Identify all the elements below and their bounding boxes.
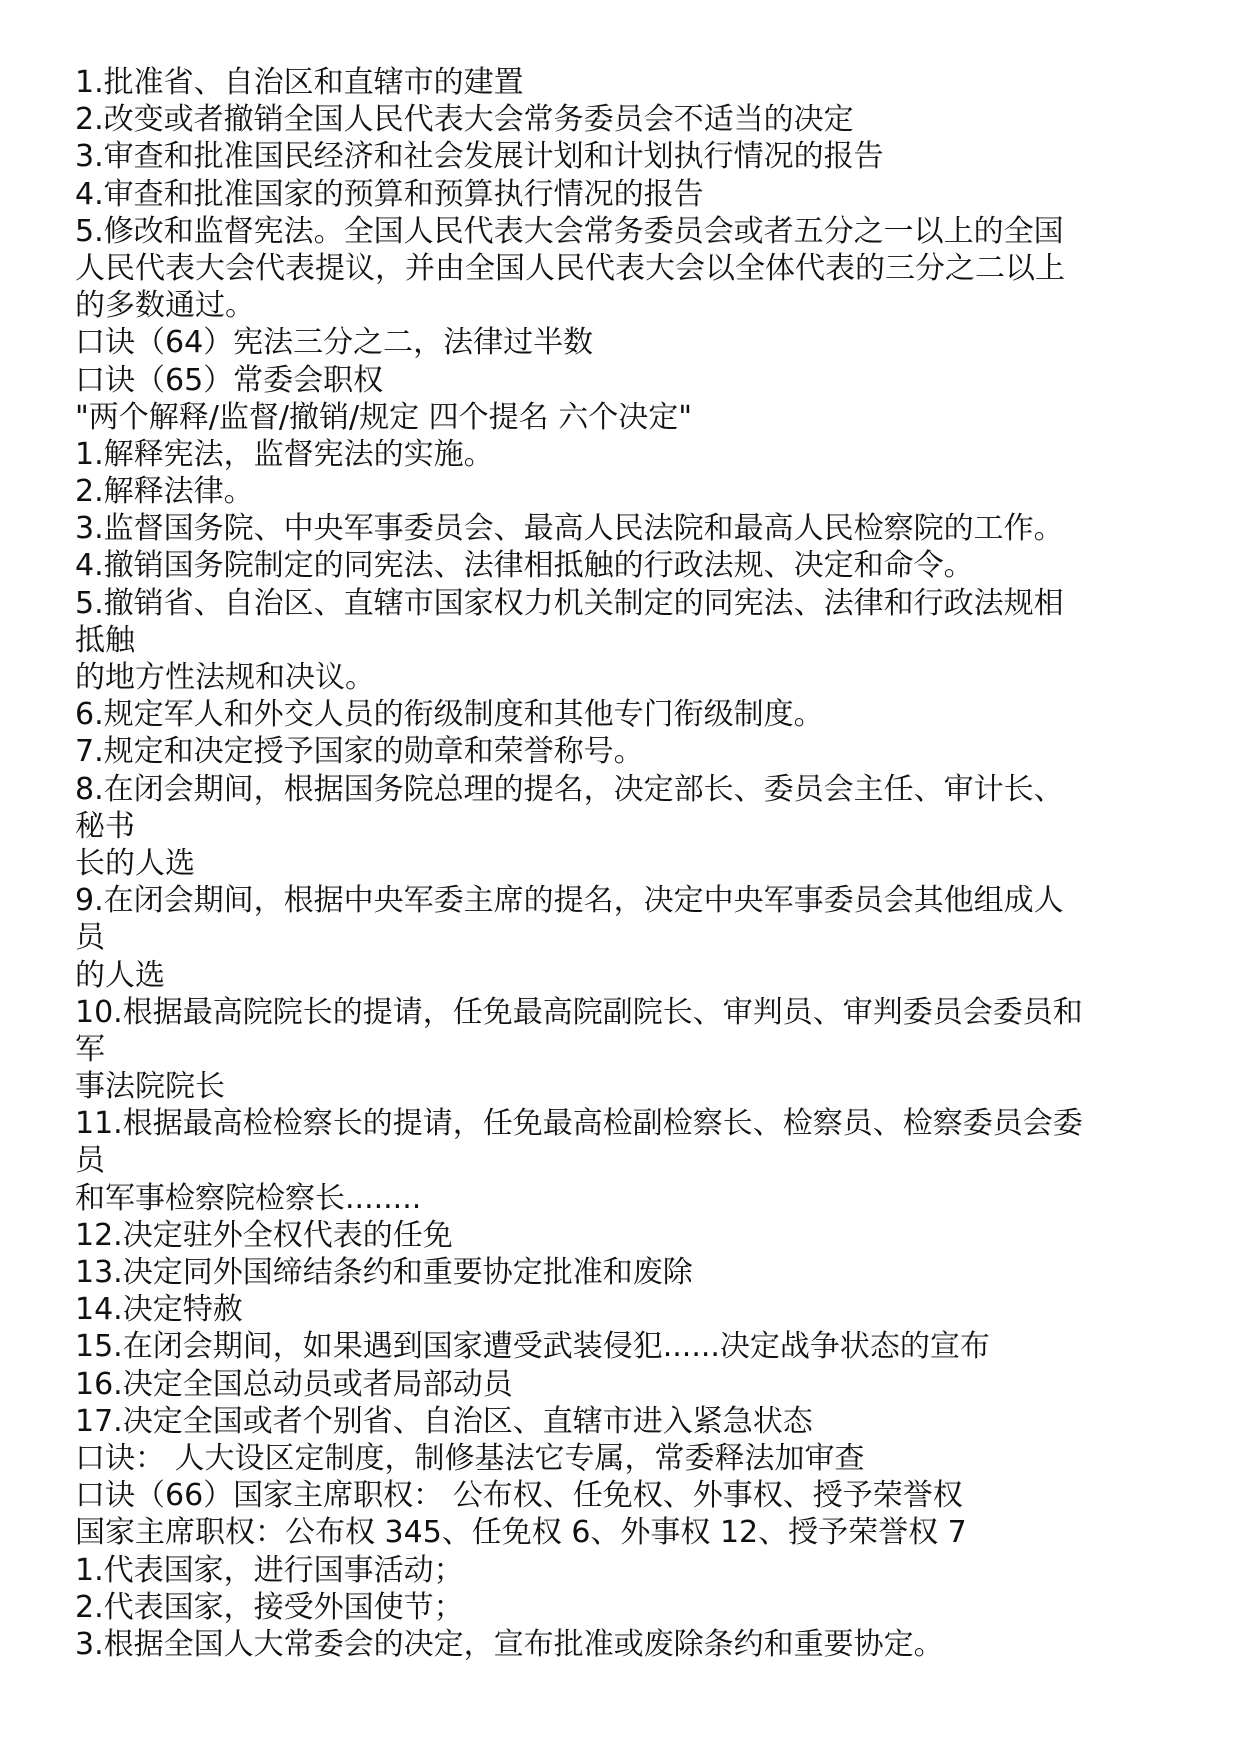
text-line: 8.在闭会期间，根据国务院总理的提名，决定部长、委员会主任、审计长、: [75, 771, 1064, 807]
text-line: 员: [75, 1143, 105, 1179]
text-line: 和军事检察院检察长........: [75, 1180, 422, 1216]
text-line: 2.代表国家，接受外国使节；: [75, 1589, 464, 1625]
text-line: 的多数通过。: [75, 288, 255, 324]
document-body: [75, 64, 1185, 1663]
text-line: 抵触: [75, 622, 135, 658]
text-line: "两个解释/监督/撤销/规定 四个提名 六个决定": [75, 399, 692, 435]
text-line: 6.规定军人和外交人员的衔级制度和其他专门衔级制度。: [75, 697, 824, 733]
text-line: 14.决定特赦: [75, 1292, 243, 1328]
text-line: 5.修改和监督宪法。全国人民代表大会常务委员会或者五分之一以上的全国: [75, 213, 1064, 249]
text-line: 2.解释法律。: [75, 474, 254, 510]
text-line: 4.撤销国务院制定的同宪法、法律相抵触的行政法规、决定和命令。: [75, 548, 974, 584]
text-line: 9.在闭会期间，根据中央军委主席的提名，决定中央军事委员会其他组成人: [75, 883, 1064, 919]
text-line: 1.代表国家，进行国事活动；: [75, 1552, 464, 1588]
text-line: 的人选: [75, 957, 165, 993]
text-line: 13.决定同外国缔结条约和重要协定批准和废除: [75, 1255, 693, 1290]
text-line: 10.根据最高院院长的提请，任免最高院副院长、审判员、审判委员会委员和: [75, 994, 1083, 1030]
text-line: 3.监督国务院、中央军事委员会、最高人民法院和最高人民检察院的工作。: [75, 511, 1064, 547]
text-line: 12.决定驻外全权代表的任免: [75, 1217, 453, 1253]
text-line: 11.根据最高检检察长的提请，任免最高检副检察长、检察员、检察委员会委: [75, 1106, 1083, 1142]
text-line: 1.批准省、自治区和直辖市的建置: [75, 65, 524, 100]
text-line: 3.审查和批准国民经济和社会发展计划和计划执行情况的报告: [75, 139, 884, 175]
text-line: 16.决定全国总动员或者局部动员: [75, 1366, 513, 1402]
text-line: 5.撤销省、自治区、直辖市国家权力机关制定的同宪法、法律和行政法规相: [75, 585, 1064, 621]
text-line: 秘书: [75, 808, 135, 844]
text-line: 人民代表大会代表提议，并由全国人民代表大会以全体代表的三分之二以上: [75, 250, 1065, 286]
text-line: 4.审查和批准国家的预算和预算执行情况的报告: [75, 176, 704, 212]
text-line: 长的人选: [75, 845, 195, 881]
text-line: 7.规定和决定授予国家的勋章和荣誉称号。: [75, 734, 644, 770]
text-line: 口诀（64）宪法三分之二，法律过半数: [75, 325, 594, 361]
text-line: 军: [75, 1031, 105, 1067]
text-line: 的地方性法规和决议。: [75, 660, 375, 695]
text-line: 口诀： 人大设区定制度，制修基法它专属，常委释法加审查: [75, 1440, 865, 1476]
text-line: 口诀（65）常委会职权: [75, 362, 384, 398]
text-line: 17.决定全国或者个别省、自治区、直辖市进入紧急状态: [75, 1403, 813, 1439]
text-line: 1.解释宪法，监督宪法的实施。: [75, 436, 494, 472]
text-line: 3.根据全国人大常委会的决定，宣布批准或废除条约和重要协定。: [75, 1626, 944, 1662]
text-line: 口诀（66）国家主席职权： 公布权、任免权、外事权、授予荣誉权: [75, 1478, 963, 1514]
text-line: 15.在闭会期间，如果遇到国家遭受武装侵犯......决定战争状态的宣布: [75, 1329, 990, 1365]
text-line: 事法院院长: [75, 1069, 225, 1105]
text-line: 员: [75, 920, 105, 956]
text-line: 国家主席职权：公布权 345、任免权 6、外事权 12、授予荣誉权 7: [75, 1515, 967, 1551]
text-line: 2.改变或者撤销全国人民代表大会常务委员会不适当的决定: [75, 102, 854, 138]
